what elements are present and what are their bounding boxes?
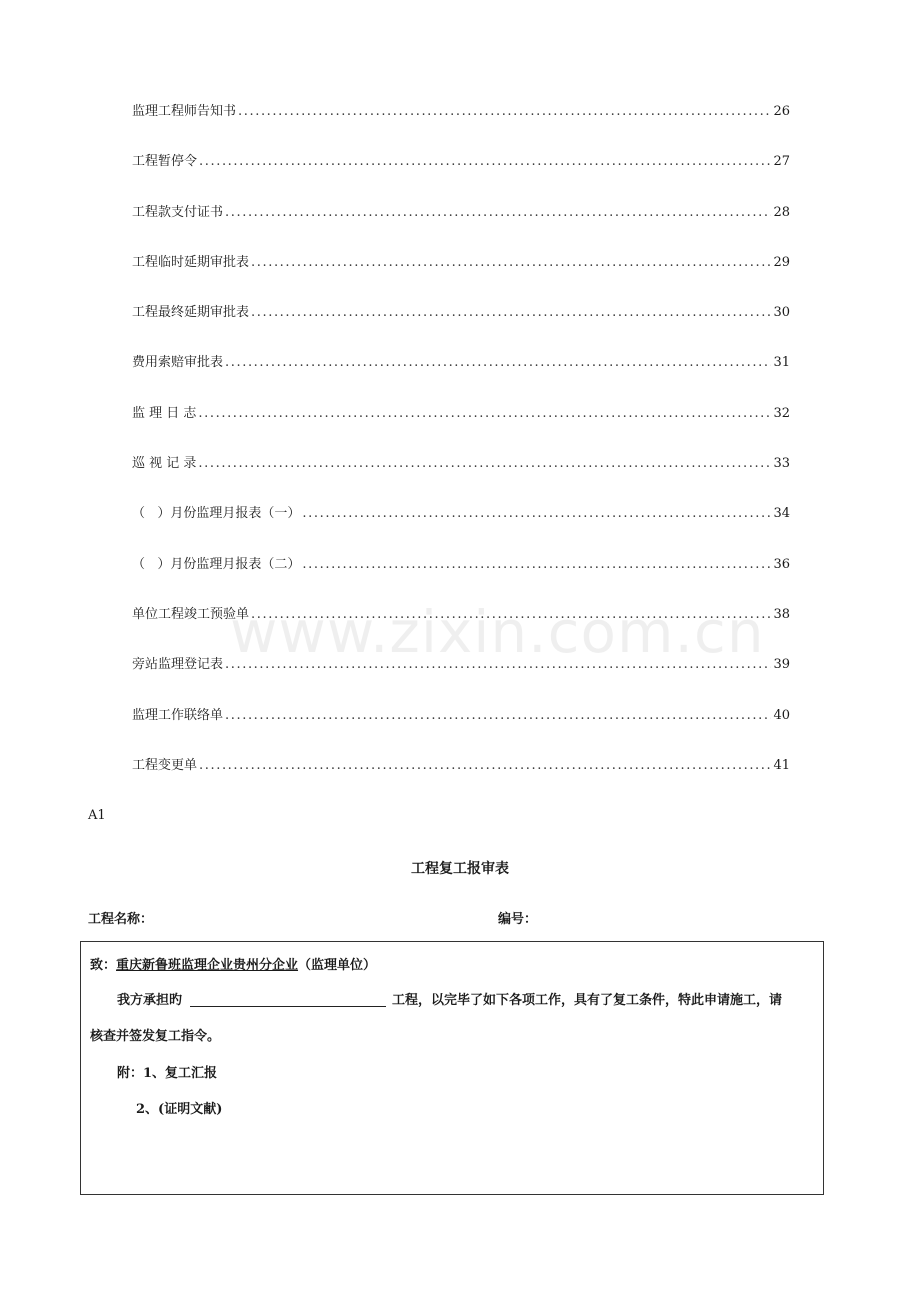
toc-entry-page: 40 bbox=[773, 707, 790, 723]
toc-dot-leader bbox=[251, 251, 771, 275]
toc-entry[interactable] bbox=[132, 452, 790, 502]
toc-entry-title: 工程款支付证书 bbox=[132, 204, 224, 220]
toc-dot-leader bbox=[251, 301, 771, 325]
toc-entry-title: （ ）月份监理月报表（二） bbox=[132, 556, 301, 572]
toc-dot-leader bbox=[238, 100, 771, 124]
toc-dot-leader bbox=[198, 402, 771, 426]
toc-entry-title: 监理工作联络单 bbox=[132, 707, 224, 723]
toc-dot-leader bbox=[199, 150, 771, 174]
project-blank-field bbox=[190, 992, 386, 1007]
toc-dot-leader bbox=[199, 754, 771, 778]
body-line-1 bbox=[117, 989, 782, 1008]
toc-dot-leader bbox=[302, 502, 771, 526]
toc-dot-leader bbox=[198, 452, 771, 476]
toc-entry[interactable] bbox=[132, 201, 790, 251]
toc-entry[interactable] bbox=[132, 704, 790, 754]
toc-entry[interactable] bbox=[132, 754, 790, 804]
toc-entry-page: 28 bbox=[773, 204, 790, 220]
toc-dot-leader bbox=[302, 553, 771, 577]
toc-entry-page: 31 bbox=[773, 355, 790, 371]
toc-entry-page: 39 bbox=[773, 657, 790, 673]
project-name-label: 工程名称： bbox=[88, 912, 154, 927]
toc-entry[interactable] bbox=[132, 402, 790, 452]
toc-entry[interactable] bbox=[132, 603, 790, 653]
toc-dot-leader bbox=[225, 704, 771, 728]
toc-entry[interactable] bbox=[132, 251, 790, 301]
watermark: www.zixin.com.cn bbox=[230, 598, 765, 666]
toc-entry-title: 工程暂停令 bbox=[132, 154, 198, 170]
toc-entry-page: 32 bbox=[773, 405, 790, 421]
toc-entry-page: 36 bbox=[773, 556, 790, 572]
toc-dot-leader bbox=[251, 603, 771, 627]
attachment-line-1: 附：1、复工汇报 bbox=[117, 1066, 218, 1081]
toc-entry-page: 38 bbox=[773, 606, 790, 622]
addressee-prefix: 致： bbox=[90, 958, 117, 973]
addressee-suffix: （监理单位） bbox=[298, 958, 377, 973]
toc-entry-page: 26 bbox=[773, 104, 790, 119]
body-line-2: 核查并签发复工指令。 bbox=[90, 1029, 221, 1044]
toc-dot-leader bbox=[225, 653, 771, 677]
toc-entry-title: 单位工程竣工预验单 bbox=[132, 606, 250, 622]
toc-entry[interactable] bbox=[132, 653, 790, 703]
form-title: 工程复工报审表 bbox=[411, 861, 509, 877]
toc-entry-page: 34 bbox=[773, 506, 790, 522]
toc-entry-title: 旁站监理登记表 bbox=[132, 657, 224, 673]
table-of-contents bbox=[132, 100, 790, 804]
section-code: A1 bbox=[88, 808, 106, 823]
toc-entry[interactable] bbox=[132, 553, 790, 603]
toc-entry-page: 41 bbox=[773, 757, 790, 773]
addressee-line bbox=[90, 954, 376, 973]
toc-entry-title: 监理工程师告知书 bbox=[132, 104, 237, 119]
toc-entry-title: 工程变更单 bbox=[132, 757, 198, 773]
toc-entry-title: 监 理 日 志 bbox=[132, 405, 197, 421]
toc-entry-title: 工程临时延期审批表 bbox=[132, 254, 250, 270]
number-label: 编号： bbox=[498, 912, 538, 927]
toc-entry[interactable] bbox=[132, 301, 790, 351]
toc-entry[interactable] bbox=[132, 100, 790, 150]
toc-entry-title: 工程最终延期审批表 bbox=[132, 305, 250, 321]
toc-entry-page: 29 bbox=[773, 254, 790, 270]
toc-entry-title: 费用索赔审批表 bbox=[132, 355, 224, 371]
toc-entry-title: （ ）月份监理月报表（一） bbox=[132, 506, 301, 522]
toc-dot-leader bbox=[225, 351, 771, 375]
body-line1-start: 我方承担旳 bbox=[117, 993, 183, 1008]
toc-entry-page: 27 bbox=[773, 154, 790, 170]
toc-entry[interactable] bbox=[132, 502, 790, 552]
attachment-line-2: 2、(证明文献) bbox=[136, 1102, 223, 1117]
toc-entry-page: 33 bbox=[773, 456, 790, 472]
body-line1-end: 工程，以完毕了如下各项工作，具有了复工条件，特此申请施工，请 bbox=[392, 993, 783, 1008]
form-box bbox=[80, 941, 824, 1195]
addressee-unit: 重庆新鲁班监理企业贵州分企业 bbox=[116, 958, 299, 973]
toc-entry[interactable] bbox=[132, 351, 790, 401]
toc-entry-page: 30 bbox=[773, 305, 790, 321]
toc-entry[interactable] bbox=[132, 150, 790, 200]
toc-dot-leader bbox=[225, 201, 771, 225]
toc-entry-title: 巡 视 记 录 bbox=[132, 456, 197, 472]
